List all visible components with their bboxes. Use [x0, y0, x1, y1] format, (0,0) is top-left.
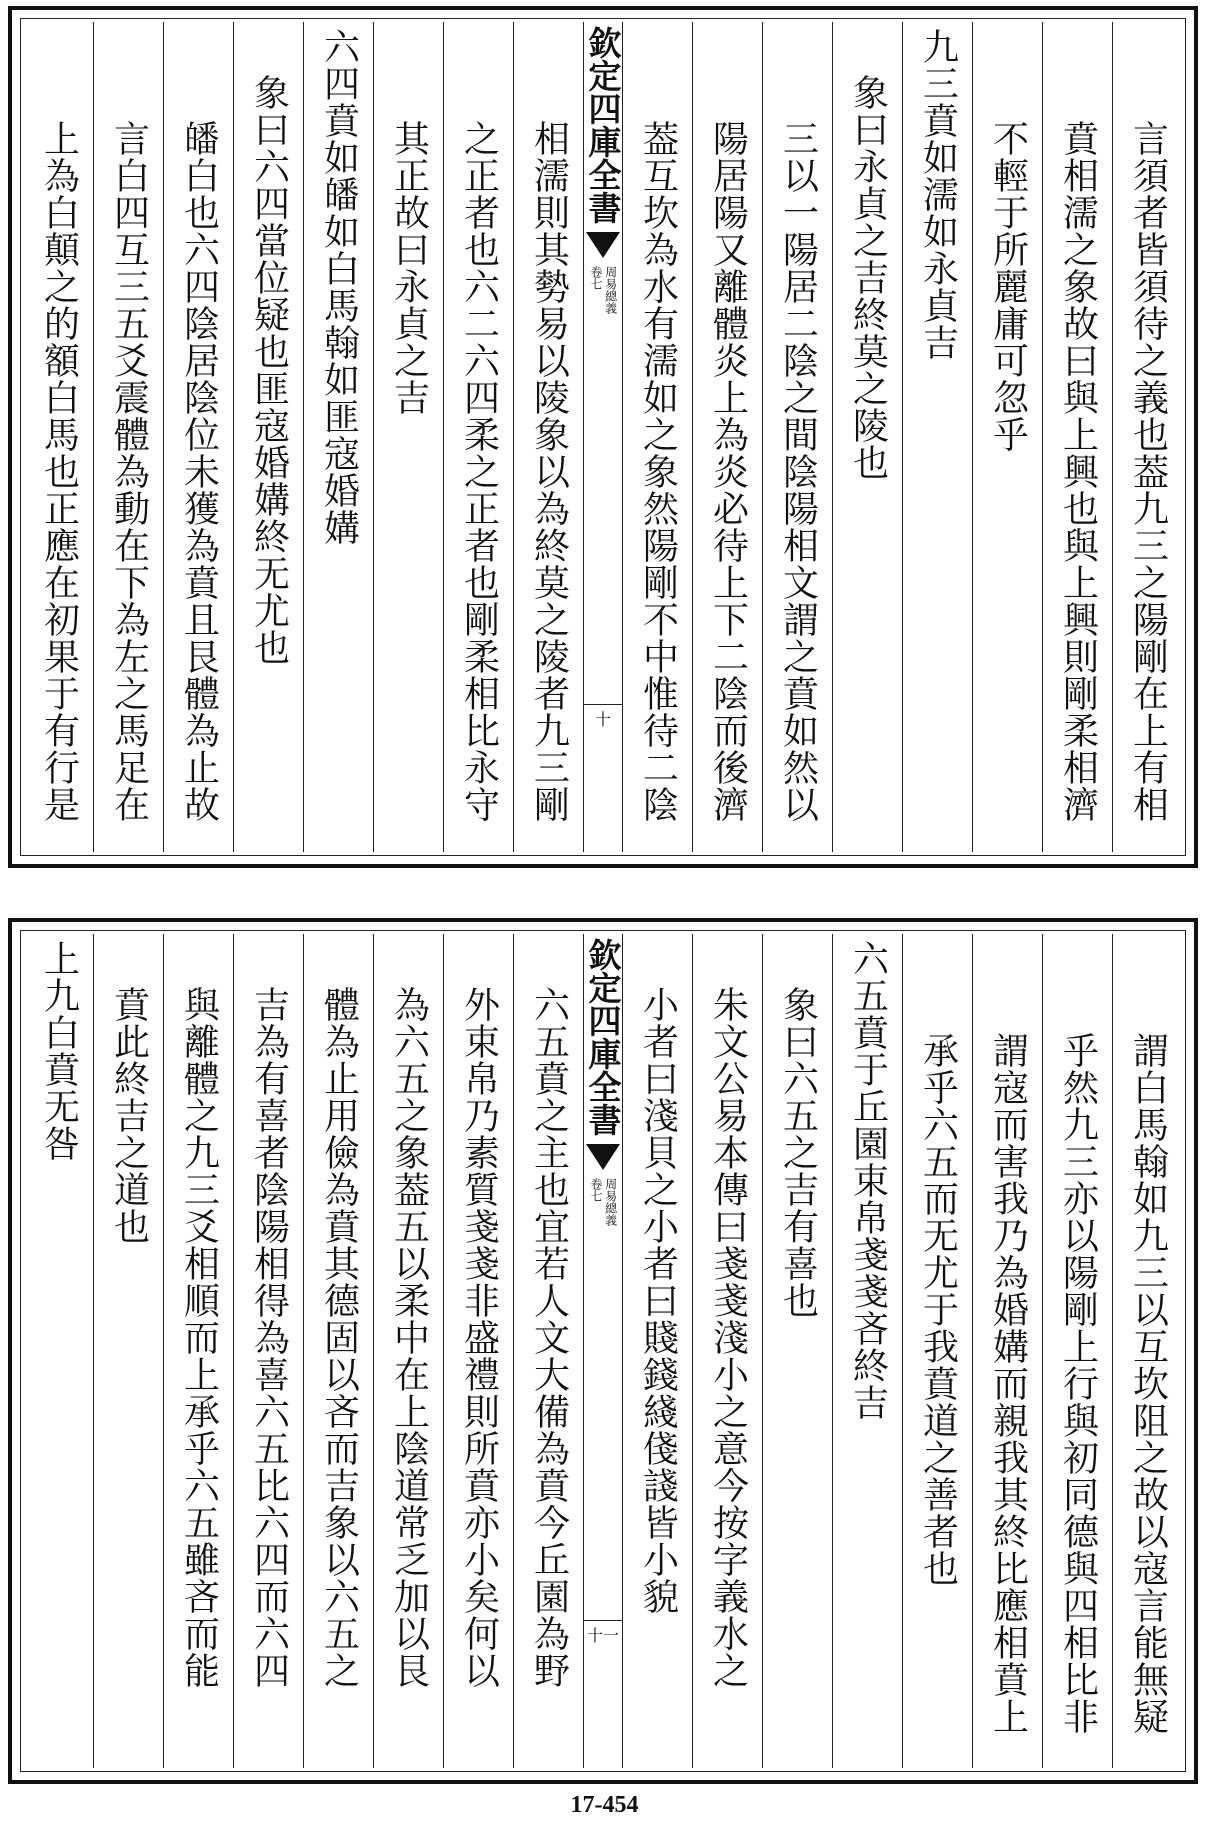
text-column	[303, 934, 373, 1768]
fish-tail-mark	[586, 1144, 620, 1170]
column-text: 相濡則其勢易以陵象以為終莫之陵者九三剛	[528, 120, 570, 823]
text-column	[832, 934, 902, 1768]
page-number: 17-454	[570, 1792, 639, 1818]
column-text: 六五賁之主也宜若人文大備為賁今丘園為野	[528, 986, 570, 1689]
column-text: 上為白顛之的額白馬也正應在初果于有行是	[38, 120, 80, 823]
text-column	[972, 22, 1042, 852]
text-column	[513, 934, 583, 1768]
book-title: 周易總義	[603, 266, 618, 314]
text-column	[24, 934, 93, 1768]
column-text: 與離體之九三爻相順而上承乎六五雖吝而能	[178, 986, 220, 1689]
column-text: 乎然九三亦以陽剛上行與初同德與四相比非	[1057, 1032, 1099, 1735]
document-page-bottom	[8, 918, 1198, 1784]
text-column	[373, 22, 443, 852]
text-column	[513, 22, 583, 852]
text-column	[692, 22, 762, 852]
text-column	[762, 934, 832, 1768]
text-column	[373, 934, 443, 1768]
gutter-meta	[589, 1178, 616, 1226]
text-column	[443, 22, 513, 852]
page-columns	[24, 22, 1182, 852]
text-column	[902, 934, 972, 1768]
text-column	[622, 934, 692, 1768]
folio-number: 十	[584, 704, 622, 730]
document-page-top	[8, 6, 1198, 868]
fish-tail-mark	[586, 232, 620, 258]
column-text: 賁相濡之象故曰與上興也與上興則剛柔相濟	[1057, 120, 1099, 823]
column-text: 體為止用儉為賁其德固以吝而吉象以六五之	[318, 986, 360, 1689]
text-column	[692, 934, 762, 1768]
page-columns	[24, 934, 1182, 1768]
library-title: 欽定四庫全書	[583, 938, 623, 1136]
volume-label: 卷七	[589, 1178, 603, 1202]
text-column	[233, 934, 303, 1768]
column-text: 言須者皆須待之義也葢九三之陽剛在上有相	[1127, 120, 1169, 823]
text-column	[1042, 934, 1112, 1768]
column-text: 象曰六五之吉有喜也	[777, 986, 819, 1319]
column-text: 之正者也六二六四柔之正者也剛柔相比永守	[458, 120, 500, 823]
column-text: 朱文公易本傳曰戔戔淺小之意今按字義水之	[707, 986, 749, 1689]
column-text: 外束帛乃素質戔戔非盛禮則所賁亦小矣何以	[458, 986, 500, 1689]
column-text: 不輕于所麗庸可忽乎	[987, 120, 1029, 453]
text-column	[303, 22, 373, 852]
column-text: 上九白賁无咎	[38, 940, 80, 1162]
column-text: 陽居陽又離體炎上為炎必待上下二陰而後濟	[707, 120, 749, 823]
column-text: 葢互坎為水有濡如之象然陽剛不中惟待二陰	[637, 120, 679, 823]
column-text: 言白四互三五爻震體為動在下為左之馬足在	[108, 120, 150, 823]
library-title: 欽定四庫全書	[583, 26, 623, 224]
text-column	[902, 22, 972, 852]
column-text: 謂寇而害我乃為婚媾而親我其終比應相賁上	[987, 1032, 1029, 1735]
text-column	[1042, 22, 1112, 852]
column-text: 象曰永貞之吉終莫之陵也	[847, 74, 889, 481]
column-text: 九三賁如濡如永貞吉	[917, 28, 959, 361]
folio-number: 十一	[584, 1620, 622, 1646]
text-column	[972, 934, 1042, 1768]
column-text: 三以一陽居二陰之間陰陽相文謂之賁如然以	[777, 120, 819, 823]
text-column	[93, 22, 163, 852]
text-column	[24, 22, 93, 852]
column-text: 六五賁于丘園束帛戔戔吝終吉	[847, 940, 889, 1421]
center-gutter	[583, 22, 622, 852]
column-text: 賁此終吉之道也	[108, 986, 150, 1245]
center-gutter	[583, 934, 622, 1768]
book-title: 周易總義	[603, 1178, 618, 1226]
text-column	[443, 934, 513, 1768]
text-column	[233, 22, 303, 852]
volume-label: 卷七	[589, 266, 603, 290]
column-text: 小者曰淺貝之小者曰賤錢綫俴諓皆小貌	[637, 986, 679, 1615]
text-column	[93, 934, 163, 1768]
column-text: 承乎六五而无尤于我賁道之善者也	[917, 1032, 959, 1587]
text-column	[1112, 22, 1182, 852]
text-column	[163, 22, 233, 852]
text-column	[762, 22, 832, 852]
text-column	[622, 22, 692, 852]
column-text: 謂白馬翰如九三以互坎阻之故以寇言能無疑	[1127, 1032, 1169, 1735]
column-text: 為六五之象葢五以柔中在上陰道常乏加以艮	[388, 986, 430, 1689]
text-column	[163, 934, 233, 1768]
column-text: 其正故曰永貞之吉	[388, 120, 430, 416]
column-text: 吉為有喜者陰陽相得為喜六五比六四而六四	[248, 986, 290, 1689]
column-text: 象曰六四當位疑也匪寇婚媾終无尤也	[248, 74, 290, 666]
column-text: 皤白也六四陰居陰位未獲為賁且艮體為止故	[178, 120, 220, 823]
text-column	[832, 22, 902, 852]
column-text: 六四賁如皤如白馬翰如匪寇婚媾	[318, 28, 360, 546]
text-column	[1112, 934, 1182, 1768]
gutter-meta	[589, 266, 616, 314]
